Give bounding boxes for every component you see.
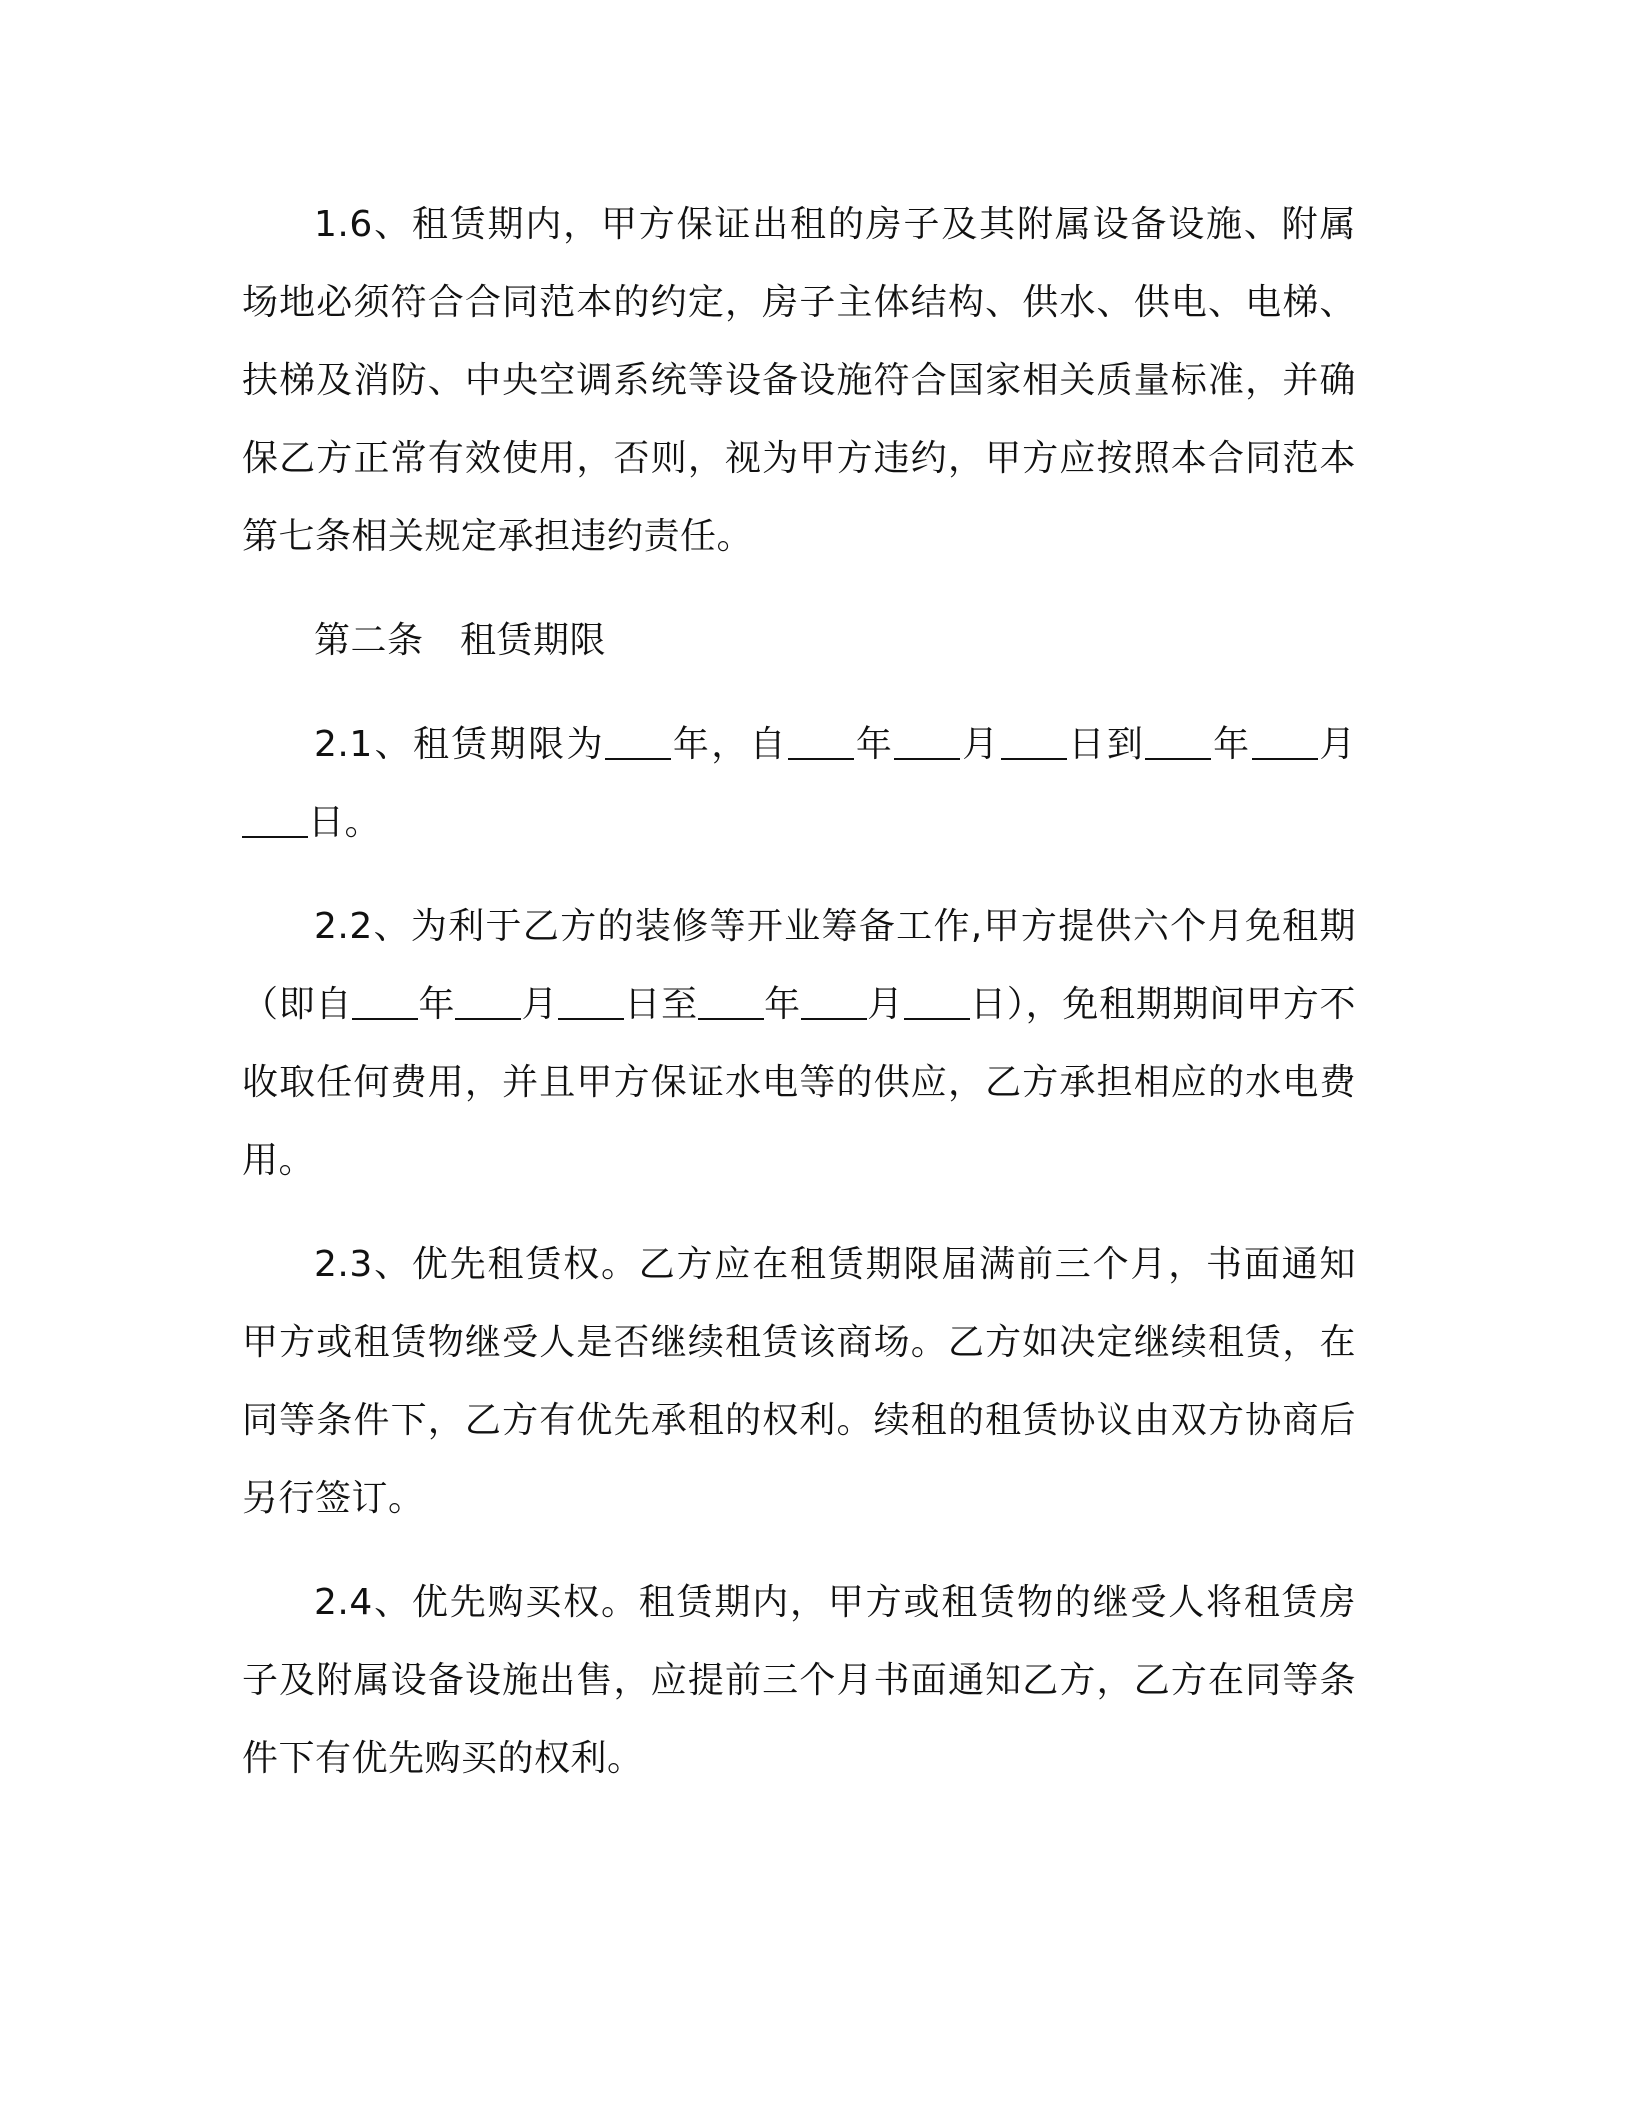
unit-month: 月 <box>521 984 559 1025</box>
until-text: 至 <box>661 984 698 1025</box>
unit-month: 月 <box>1317 724 1356 765</box>
blank-free-start-day <box>558 988 624 1020</box>
clause-2-4: 2.4、优先购买权。租赁期内，甲方或租赁物的继受人将租赁房子及附属设备设施出售，应提前三个月书面通知乙方，乙方在同等条件下有优先购买的权利。 <box>242 1582 1356 1779</box>
unit-day: 日 <box>1066 724 1107 765</box>
article-2-heading: 第二条 租赁期限 <box>314 620 607 661</box>
blank-free-end-day <box>904 988 970 1020</box>
unit-day: 日 <box>624 984 662 1025</box>
rent-free-open: （即自 <box>242 984 353 1025</box>
clause-2-2-rest: ），免租期期间甲方不收取任何费用，并且甲方保证水电等的供应，乙方承担相应的水电费用。 <box>242 984 1356 1181</box>
unit-month: 月 <box>960 724 1001 765</box>
blank-start-month <box>894 728 960 760</box>
clause-2-1 <box>242 706 1356 862</box>
blank-start-day <box>1001 728 1067 760</box>
blank-end-day <box>242 806 308 838</box>
unit-year: 年 <box>1211 724 1252 765</box>
unit-day: 日 <box>308 802 345 843</box>
blank-start-year <box>788 728 854 760</box>
document-page <box>242 186 1356 1798</box>
blank-end-month <box>1252 728 1318 760</box>
unit-year: 年 <box>418 984 456 1025</box>
to-text: 到 <box>1106 724 1146 765</box>
clause-2-1-prefix: 2.1、租赁期限为 <box>314 724 605 765</box>
blank-free-start-month <box>455 988 521 1020</box>
clause-2-2 <box>242 888 1356 1200</box>
unit-day: 日 <box>969 984 1007 1025</box>
clause-2-2-lead: 2.2、为利于乙方的装修等开业筹备工作,甲方提供六个月免租期 <box>314 906 1356 947</box>
unit-year: 年 <box>670 724 712 765</box>
period-end: 。 <box>344 802 382 843</box>
blank-term-years <box>605 728 671 760</box>
clause-2-3: 2.3、优先租赁权。乙方应在租赁期限届满前三个月，书面通知甲方或租赁物继受人是否继续租赁该商场。乙方如决定继续租赁，在同等条件下，乙方有优先承租的权利。续租的租赁协议由双方协商后另行签订。 <box>242 1244 1356 1519</box>
blank-free-end-year <box>698 988 764 1020</box>
unit-year: 年 <box>763 984 801 1025</box>
unit-month: 月 <box>866 984 904 1025</box>
clause-1-6: 1.6、租赁期内，甲方保证出租的房子及其附属设备设施、附属场地必须符合合同范本的约定，房子主体结构、供水、供电、电梯、扶梯及消防、中央空调系统等设备设施符合国家相关质量标准，并确保乙方正常有效使用，否则，视为甲方违约，甲方应按照本合同范本第七条相关规定承担违约责任。 <box>242 204 1356 557</box>
blank-end-year <box>1145 728 1211 760</box>
blank-free-end-month <box>801 988 867 1020</box>
from-text: ，自 <box>711 724 789 765</box>
unit-year: 年 <box>854 724 895 765</box>
blank-free-start-year <box>352 988 418 1020</box>
